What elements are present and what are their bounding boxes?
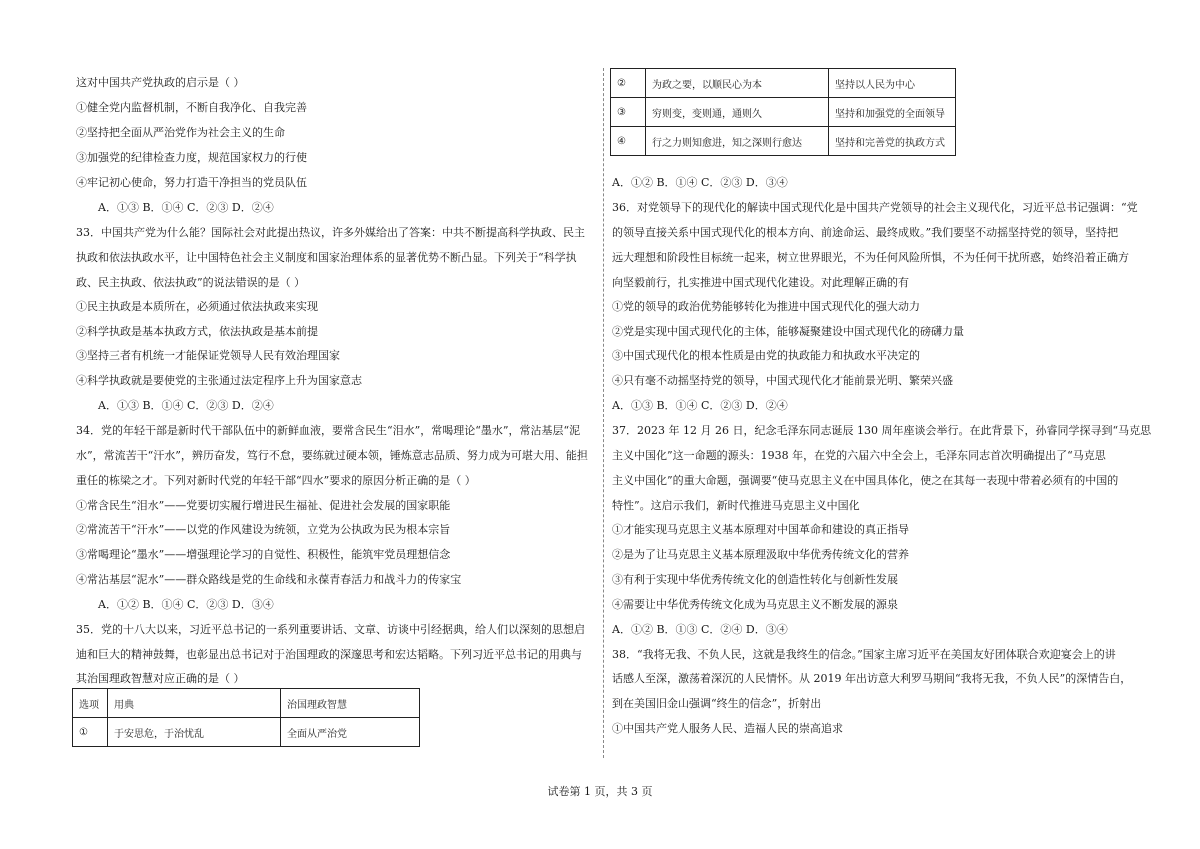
question-35-line-2: 迪和巨大的精神鼓舞，也彰显出总书记对于治国理政的深邃思考和宏达韬略。下列习近平总书记的用典与 [76, 648, 582, 661]
q33-answer-choices: A．①③ B．①④ C．②③ D．②④ [98, 399, 274, 412]
q35-table-part-2 [610, 68, 956, 156]
row-wisdom: 坚持和加强党的全面领导 [829, 98, 956, 127]
header-wisdom: 治国理政智慧 [281, 689, 420, 718]
q35-table-part-1 [72, 688, 420, 747]
table-row [73, 718, 420, 747]
question-37-line-1: 37．2023 年 12 月 26 日，纪念毛泽东同志诞辰 130 周年座谈会举行。在此背景下，孙睿同学探寻到“马克思 [612, 424, 1152, 437]
question-37-line-3: 主义中国化”的重大命题，强调要“使马克思主义在中国具体化，使之在其每一表现中带着必须有的中国的 [612, 474, 1119, 487]
q37-option-1: ①才能实现马克思主义基本原理对中国革命和建设的真正指导 [612, 523, 909, 536]
q34-answer-choices: A．①② B．①④ C．②③ D．③④ [98, 598, 274, 611]
q32-option-3: ③加强党的纪律检查力度，规范国家权力的行使 [76, 151, 307, 164]
question-38-line-1: 38．“我将无我、不负人民，这就是我终生的信念。”国家主席习近平在美国友好团体联合欢迎宴会上的讲 [612, 648, 1116, 661]
q32-option-4: ④牢记初心使命，努力打造干净担当的党员队伍 [76, 176, 307, 189]
row-option: ① [73, 718, 108, 747]
q37-answer-choices: A．①② B．①③ C．②④ D．③④ [612, 623, 788, 636]
q37-option-2: ②是为了让马克思主义基本原理汲取中华优秀传统文化的营养 [612, 548, 909, 561]
row-option: ② [611, 69, 646, 98]
row-wisdom: 坚持和完善党的执政方式 [829, 127, 956, 156]
table-row [611, 98, 956, 127]
q32-answer-choices: A．①③ B．①④ C．②③ D．②④ [98, 201, 274, 214]
q36-option-4: ④只有毫不动摇坚持党的领导，中国式现代化才能前景光明、繁荣兴盛 [612, 374, 953, 387]
row-option: ④ [611, 127, 646, 156]
header-option: 选项 [73, 689, 108, 718]
question-37-line-4: 特性”。这启示我们，新时代推进马克思主义中国化 [612, 499, 860, 512]
row-quote: 穷则变，变则通，通则久 [646, 98, 829, 127]
table-header-row [73, 689, 420, 718]
q36-answer-choices: A．①③ B．①④ C．②③ D．②④ [612, 399, 788, 412]
q38-option-1: ①中国共产党人服务人民、造福人民的崇高追求 [612, 722, 843, 735]
q36-option-3: ③中国式现代化的根本性质是由党的执政能力和执政水平决定的 [612, 349, 920, 362]
question-33-line-1: 33．中国共产党为什么能？国际社会对此提出热议，许多外媒给出了答案：中共不断提高科学执政、民主 [76, 226, 585, 239]
q35-answer-choices: A．①② B．①④ C．②③ D．③④ [612, 176, 788, 189]
page-footer: 试卷第 1 页，共 3 页 [547, 785, 653, 798]
question-38-line-2: 话感人至深，激荡着深沉的人民情怀。从 2019 年出访意大利罗马期间“我将无我，不负人民”的深情告白， [612, 672, 1132, 685]
question-37-line-2: 主义中国化”这一命题的源头：1938 年，在党的六届六中全会上，毛泽东同志首次明确提出了“马克思 [612, 449, 1106, 462]
question-36-line-3: 远大理想和阶段性目标统一起来，树立世界眼光，不为任何风险所惧，不为任何干扰所惑，始终沿着正确方 [612, 251, 1129, 264]
q36-option-1: ①党的领导的政治优势能够转化为推进中国式现代化的强大动力 [612, 300, 920, 313]
q34-option-1: ①常含民生“泪水”——党要切实履行增进民生福祉、促进社会发展的国家职能 [76, 499, 451, 512]
question-36-line-2: 的领导直接关系中国式现代化的根本方向、前途命运、最终成败。”我们要坚不动摇坚持党的领导，坚持把 [612, 226, 1119, 239]
q33-option-2: ②科学执政是基本执政方式，依法执政是基本前提 [76, 325, 318, 338]
question-33-line-2: 执政和依法执政水平，让中国特色社会主义制度和国家治理体系的显著优势不断凸显。下列关于“科学执 [76, 251, 577, 264]
q37-option-3: ③有利于实现中华优秀传统文化的创造性转化与创新性发展 [612, 573, 898, 586]
question-34-line-1: 34．党的年轻干部是新时代干部队伍中的新鲜血液，要常含民生“泪水”，常喝理论“墨水”，常沾基层“泥 [76, 424, 581, 437]
question-35-line-1: 35．党的十八大以来，习近平总书记的一系列重要讲话、文章、访谈中引经据典，给人们以深刻的思想启 [76, 623, 585, 636]
question-34-line-2: 水”，常流苦干“汗水”，辨历奋发，笃行不怠，要练就过硬本领，锤炼意志品质、努力成为可堪大用、能担 [76, 449, 588, 462]
table-row [611, 69, 956, 98]
table-row [611, 127, 956, 156]
question-38-line-3: 到在美国旧金山强调“终生的信念”，折射出 [612, 697, 822, 710]
q36-option-2: ②党是实现中国式现代化的主体，能够凝聚建设中国式现代化的磅礴力量 [612, 325, 964, 338]
q37-option-4: ④需要让中华优秀传统文化成为马克思主义不断发展的源泉 [612, 598, 898, 611]
row-option: ③ [611, 98, 646, 127]
q32-option-2: ②坚持把全面从严治党作为社会主义的生命 [76, 126, 285, 139]
column-divider [603, 68, 604, 758]
row-wisdom: 全面从严治党 [281, 718, 420, 747]
question-36-line-1: 36．对党领导下的现代化的解读中国式现代化是中国共产党领导的社会主义现代化，习近平总书记强调：“党 [612, 201, 1138, 214]
question-33-line-3: 政、民主执政、依法执政”的说法错误的是（ ） [76, 276, 306, 289]
question-36-line-4: 向坚毅前行，扎实推进中国式现代化建设。对此理解正确的有 [612, 276, 909, 289]
q33-option-3: ③坚持三者有机统一才能保证党领导人民有效治理国家 [76, 349, 340, 362]
row-wisdom: 坚持以人民为中心 [829, 69, 956, 98]
question-32-prompt: 这对中国共产党执政的启示是（ ） [76, 76, 245, 89]
question-34-line-3: 重任的栋梁之才。下列对新时代党的年轻干部“四水”要求的原因分析正确的是（ ） [76, 474, 476, 487]
q34-option-4: ④常沾基层“泥水”——群众路线是党的生命线和永葆青春活力和战斗力的传家宝 [76, 573, 462, 586]
q34-option-2: ②常流苦干“汗水”——以党的作风建设为统领，立党为公执政为民为根本宗旨 [76, 523, 451, 536]
q33-option-1: ①民主执政是本质所在，必须通过依法执政来实现 [76, 300, 318, 313]
q33-option-4: ④科学执政就是要使党的主张通过法定程序上升为国家意志 [76, 374, 362, 387]
q32-option-1: ①健全党内监督机制，不断自我净化、自我完善 [76, 101, 307, 114]
row-quote: 行之力则知愈进，知之深则行愈达 [646, 127, 829, 156]
header-quote: 用典 [108, 689, 281, 718]
row-quote: 于安思危，于治忧乱 [108, 718, 281, 747]
question-35-line-3: 其治国理政智慧对应正确的是（ ） [76, 672, 245, 685]
q34-option-3: ③常喝理论“墨水”——增强理论学习的自觉性、积极性，能筑牢党员理想信念 [76, 548, 451, 561]
row-quote: 为政之要，以顺民心为本 [646, 69, 829, 98]
